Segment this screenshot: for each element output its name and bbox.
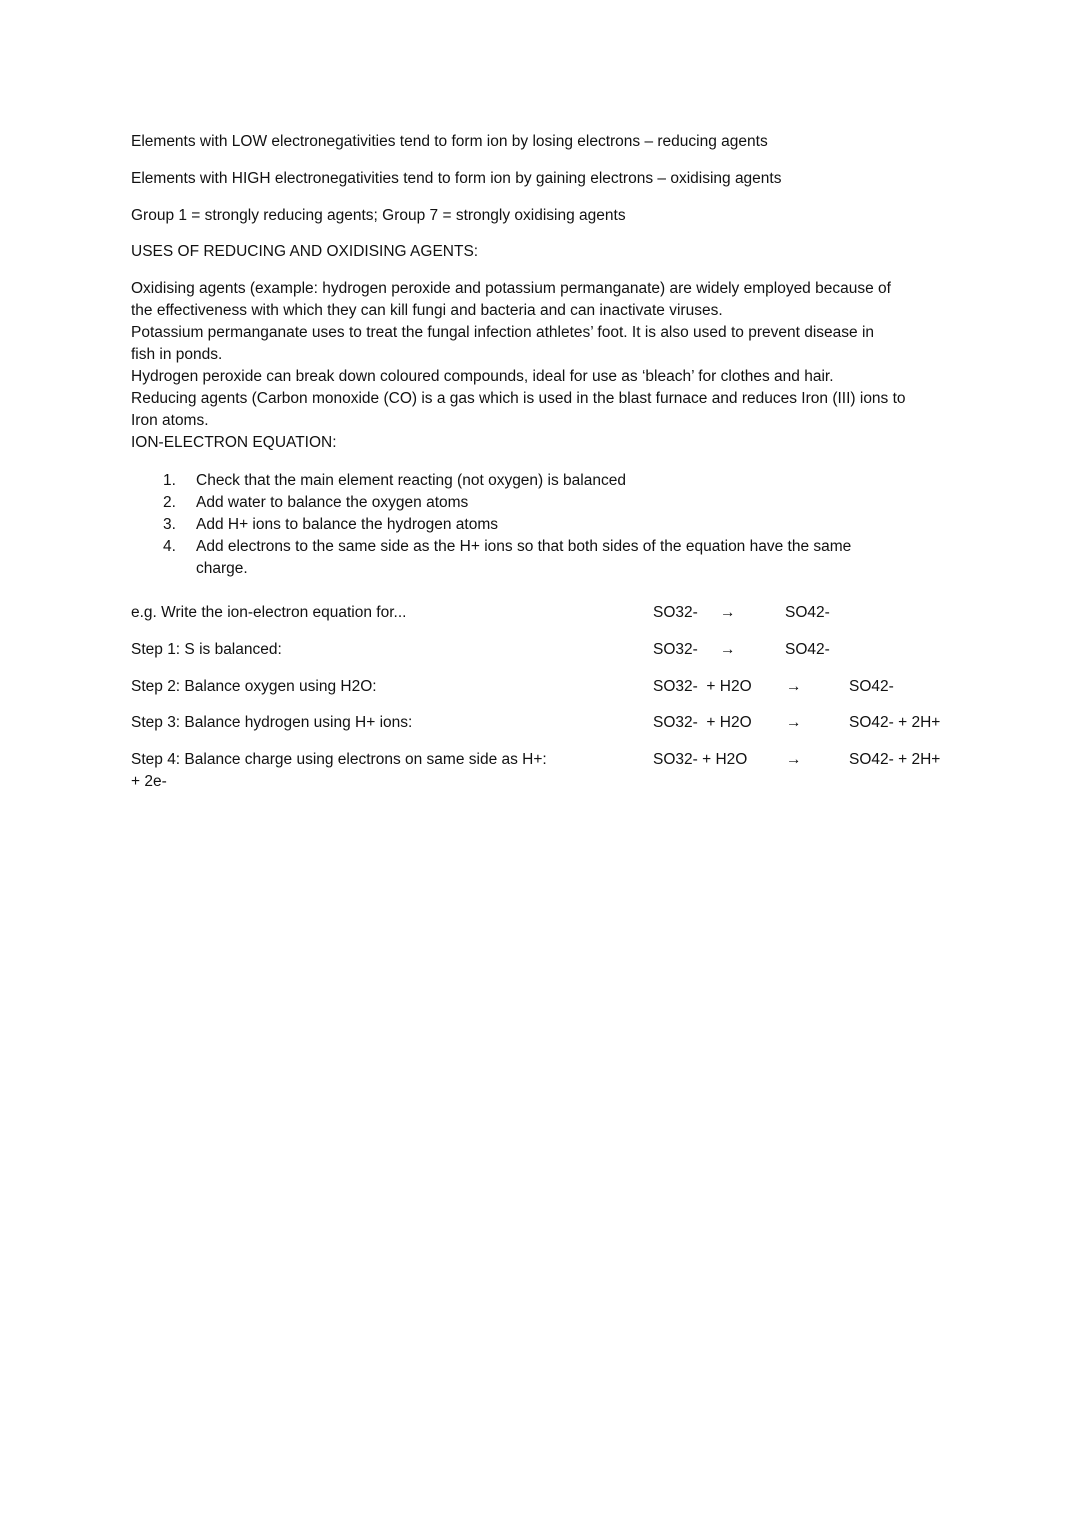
step-number: 2. — [163, 494, 176, 511]
example-label: e.g. Write the ion-electron equation for... — [131, 604, 407, 621]
equation-lhs: SO32- + H2O — [653, 751, 748, 768]
equation-rhs: SO42- — [785, 641, 830, 658]
high-electronegativity-line: Elements with HIGH electronegativities tend to form ion by gaining electrons – oxidising agents — [131, 170, 782, 187]
step-text: Add water to balance the oxygen atoms — [196, 494, 469, 511]
equation-lhs: SO32- + H2O — [653, 678, 752, 695]
arrow-icon: → — [786, 751, 802, 768]
uses-heading: USES OF REDUCING AND OXIDISING AGENTS: — [131, 243, 479, 260]
paragraph-line: fish in ponds. — [131, 346, 223, 363]
paragraph-line: Reducing agents (Carbon monoxide (CO) is a gas which is used in the blast furnace and reduces Iron (III) ions to — [131, 390, 906, 407]
low-electronegativity-line: Elements with LOW electronegativities tend to form ion by losing electrons – reducing agents — [131, 133, 768, 150]
step-text: charge. — [196, 560, 248, 577]
equation-rhs: SO42- + 2H+ — [849, 751, 941, 768]
equation-rhs: SO42- — [849, 678, 894, 695]
step-number: 3. — [163, 516, 176, 533]
step-label: Step 3: Balance hydrogen using H+ ions: — [131, 714, 413, 731]
arrow-icon: → — [786, 678, 802, 695]
step-text: Add H+ ions to balance the hydrogen atoms — [196, 516, 499, 533]
step-number: 1. — [163, 472, 176, 489]
step-number: 4. — [163, 538, 176, 555]
step-label: Step 4: Balance charge using electrons on same side as H+: — [131, 751, 547, 768]
paragraph-line: Iron atoms. — [131, 412, 209, 429]
electrons-term: + 2e- — [131, 773, 167, 790]
step-label: Step 2: Balance oxygen using H2O: — [131, 678, 377, 695]
paragraph-line: Hydrogen peroxide can break down coloured compounds, ideal for use as ‘bleach’ for clothes and hair. — [131, 368, 834, 385]
step-text: Check that the main element reacting (not oxygen) is balanced — [196, 472, 626, 489]
equation-lhs: SO32- — [653, 604, 698, 621]
group-line: Group 1 = strongly reducing agents; Group 7 = strongly oxidising agents — [131, 207, 626, 224]
uses-paragraph — [131, 278, 961, 454]
equation-rhs: SO42- — [785, 604, 830, 621]
equation-lhs: SO32- — [653, 641, 698, 658]
arrow-icon: → — [720, 641, 736, 658]
arrow-icon: → — [786, 714, 802, 731]
ion-electron-heading: ION-ELECTRON EQUATION: — [131, 434, 337, 451]
arrow-icon: → — [720, 604, 736, 621]
paragraph-line: the effectiveness with which they can kill fungi and bacteria and can inactivate viruses. — [131, 302, 723, 319]
step-label: Step 1: S is balanced: — [131, 641, 282, 658]
equation-rhs: SO42- + 2H+ — [849, 714, 941, 731]
paragraph-line: Potassium permanganate uses to treat the fungal infection athletes’ foot. It is also used to prevent disease in — [131, 324, 875, 341]
paragraph-line: Oxidising agents (example: hydrogen peroxide and potassium permanganate) are widely employed because of — [131, 280, 891, 297]
step-text: Add electrons to the same side as the H+ ions so that both sides of the equation have the same — [196, 538, 852, 555]
equation-lhs: SO32- + H2O — [653, 714, 752, 731]
